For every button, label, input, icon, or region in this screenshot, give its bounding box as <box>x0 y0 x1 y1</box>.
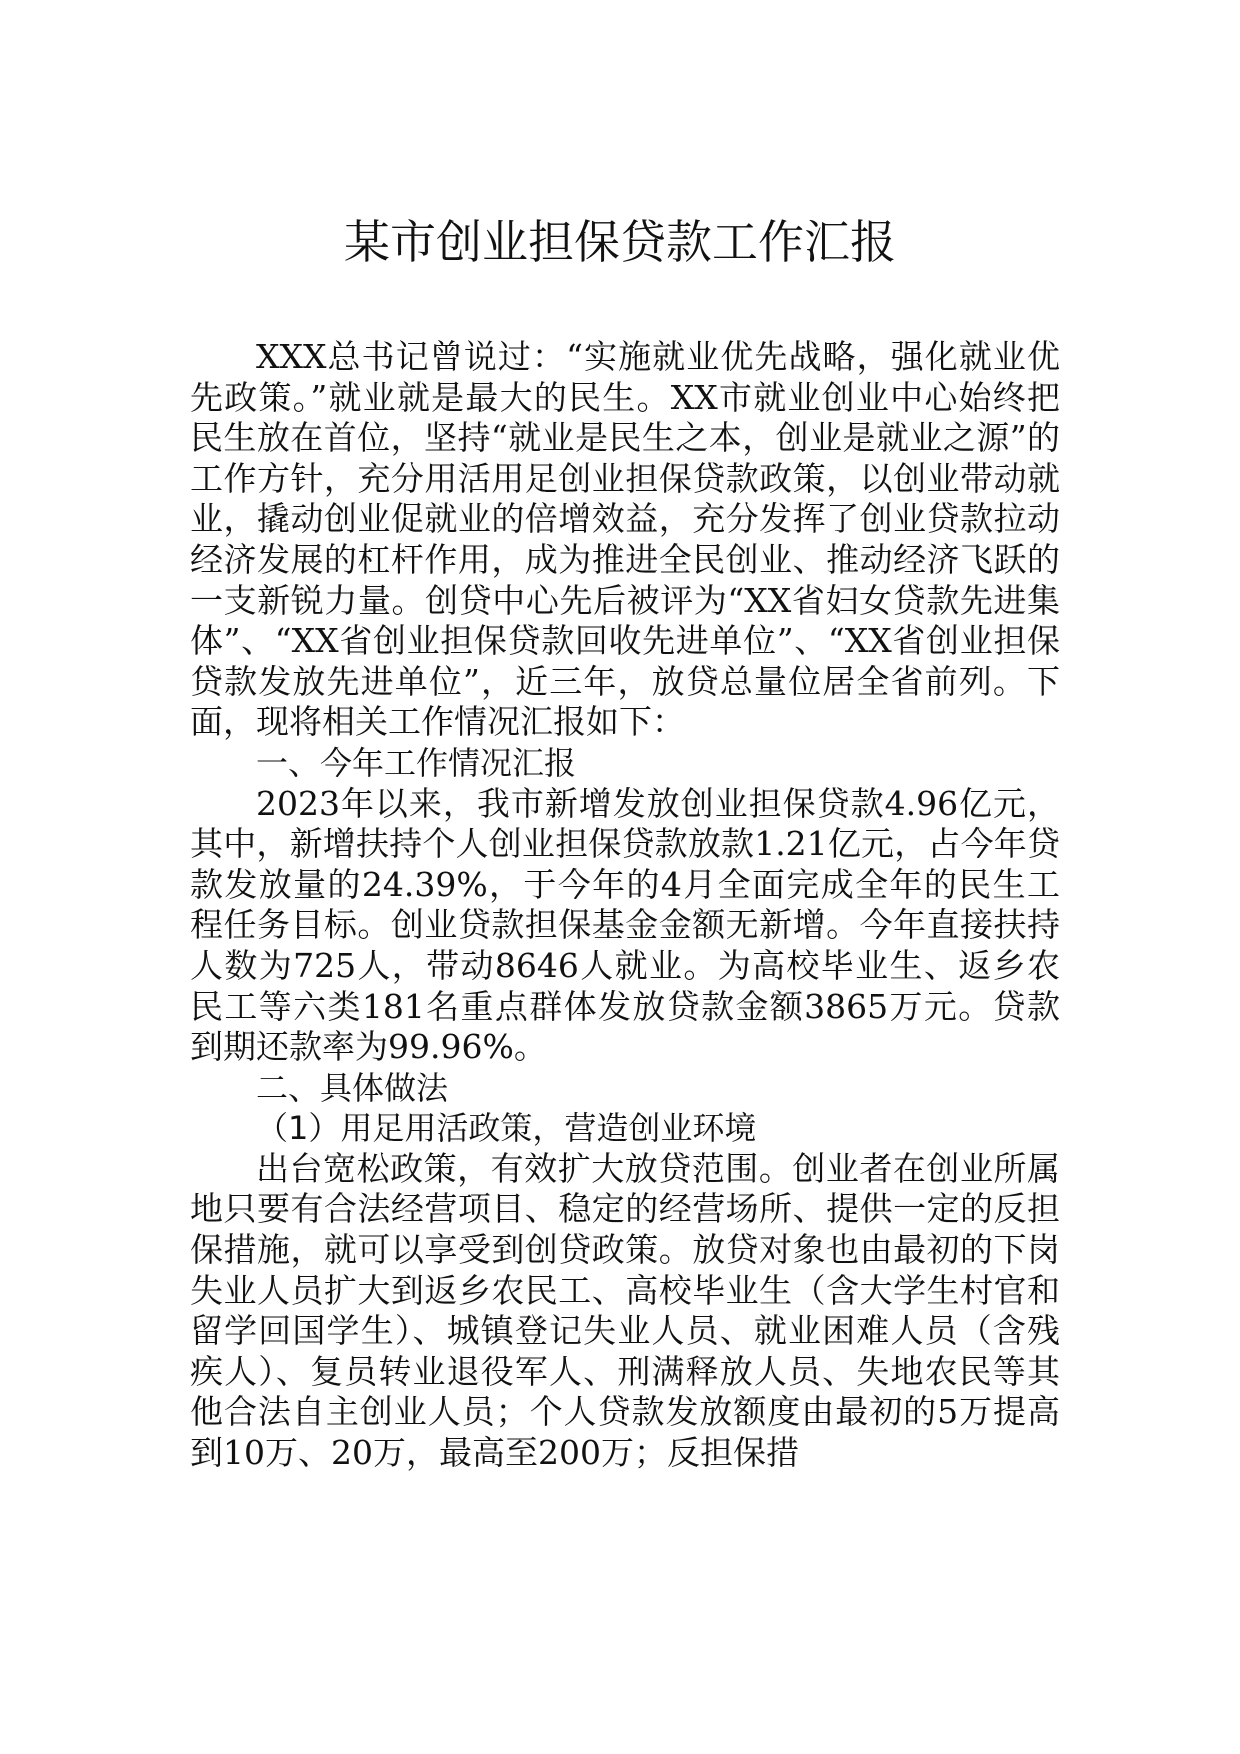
document-title: 某市创业担保贷款工作汇报 <box>344 215 896 269</box>
document-body <box>190 337 1060 1474</box>
section-2-heading: 二、具体做法 <box>256 1068 449 1107</box>
section-1-heading: 一、今年工作情况汇报 <box>256 743 577 782</box>
section-1-paragraph: 2023年以来，我市新增发放创业担保贷款4.96亿元，其中，新增扶持个人创业担保贷款放款1.21亿元，占今年贷款发放量的24.39%，于今年的4月全面完成全年的民生工程任务目标。创业贷款担保基金金额无新增。今年直接扶持人数为725人，带动8646人就业。为高校毕业生、返乡农民工等六类181名重点群体发放贷款金额3865万元。贷款到期还款率为99.96%。 <box>190 783 1060 1067</box>
subsection-1-paragraph: 出台宽松政策，有效扩大放贷范围。创业者在创业所属地只要有合法经营项目、稳定的经营场所、提供一定的反担保措施，就可以享受到创贷政策。放贷对象也由最初的下岗失业人员扩大到返乡农民工、高校毕业生（含大学生村官和留学回国学生）、城镇登记失业人员、就业困难人员（含残疾人）、复员转业退役军人、刑满释放人员、失地农民等其他合法自主创业人员；个人贷款发放额度由最初的5万提高到10万、20万，最高至200万；反担保措 <box>190 1148 1060 1473</box>
intro-paragraph: XXX总书记曾说过：“实施就业优先战略，强化就业优先政策。”就业就是最大的民生。XX市就业创业中心始终把民生放在首位，坚持“就业是民生之本，创业是就业之源”的工作方针，充分用活用足创业担保贷款政策，以创业带动就业，撬动创业促就业的倍增效益，充分发挥了创业贷款拉动经济发展的杠杆作用，成为推进全民创业、推动经济飞跃的一支新锐力量。创贷中心先后被评为“XX省妇女贷款先进集体”、“XX省创业担保贷款回收先进单位”、“XX省创业担保贷款发放先进单位”，近三年，放贷总量位居全省前列。下面，现将相关工作情况汇报如下： <box>190 337 1060 742</box>
subsection-1-heading: （1）用足用活政策，营造创业环境 <box>256 1109 757 1148</box>
